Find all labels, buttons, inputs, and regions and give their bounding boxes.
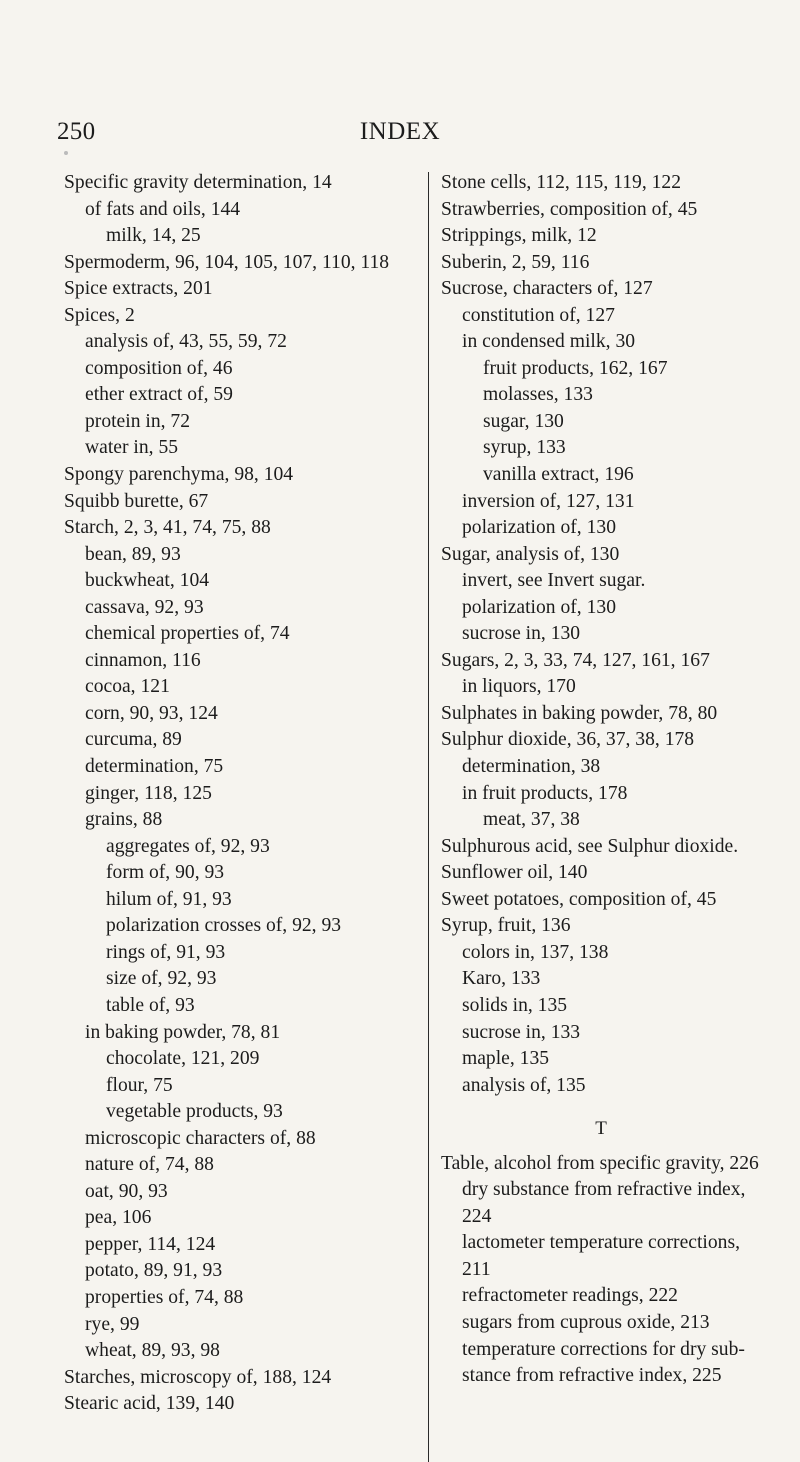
index-entry: Sulphurous acid, see Sulphur dioxide.: [441, 835, 739, 857]
index-subentry: refractometer readings, 222: [462, 1285, 678, 1307]
index-subentry: in fruit products, 178: [462, 782, 628, 804]
index-subentry: determination, 38: [462, 756, 601, 778]
index-entry: Table, alcohol from specific gravity, 226: [441, 1152, 759, 1174]
section-letter-t: T: [595, 1118, 607, 1140]
index-subentry: rye, 99: [85, 1313, 140, 1335]
index-subentry: 224: [462, 1205, 492, 1227]
index-subentry: syrup, 133: [483, 437, 566, 459]
index-subentry: polarization of, 130: [462, 517, 616, 539]
index-subentry: aggregates of, 92, 93: [106, 835, 270, 857]
index-subentry: molasses, 133: [483, 384, 593, 406]
index-subentry: 211: [462, 1258, 491, 1280]
index-subentry: cocoa, 121: [85, 676, 170, 698]
index-subentry: Karo, 133: [462, 968, 541, 990]
index-subentry: rings of, 91, 93: [106, 941, 226, 963]
index-entry: Spice extracts, 201: [64, 278, 213, 300]
index-entry: Stearic acid, 139, 140: [64, 1393, 235, 1415]
index-subentry: chemical properties of, 74: [85, 623, 290, 645]
index-subentry: maple, 135: [462, 1048, 550, 1070]
index-subentry: analysis of, 135: [462, 1074, 586, 1096]
index-subentry: fruit products, 162, 167: [483, 357, 668, 379]
index-subentry: water in, 55: [85, 437, 179, 459]
index-subentry: sucrose in, 130: [462, 623, 581, 645]
index-entry: Spongy parenchyma, 98, 104: [64, 464, 294, 486]
index-subentry: lactometer temperature corrections,: [462, 1232, 740, 1254]
index-subentry: milk, 14, 25: [106, 225, 201, 247]
index-subentry: corn, 90, 93, 124: [85, 702, 218, 724]
index-subentry: buckwheat, 104: [85, 570, 210, 592]
index-subentry: colors in, 137, 138: [462, 941, 609, 963]
index-entry: Starches, microscopy of, 188, 124: [64, 1366, 332, 1388]
index-subentry: microscopic characters of, 88: [85, 1127, 316, 1149]
index-subentry: oat, 90, 93: [85, 1180, 168, 1202]
index-subentry: temperature corrections for dry sub-: [462, 1338, 745, 1360]
index-subentry: composition of, 46: [85, 357, 233, 379]
index-subentry: analysis of, 43, 55, 59, 72: [85, 331, 287, 353]
index-entry: Stone cells, 112, 115, 119, 122: [441, 172, 682, 193]
index-entry: Strawberries, composition of, 45: [441, 198, 698, 220]
index-section-s-continued: [441, 170, 761, 1099]
index-entry: Sugar, analysis of, 130: [441, 543, 620, 565]
index-subentry: polarization of, 130: [462, 596, 616, 618]
index-entry: Spices, 2: [64, 304, 135, 326]
page-header: [0, 118, 800, 158]
index-entry: Syrup, fruit, 136: [441, 915, 571, 937]
index-entry: Suberin, 2, 59, 116: [441, 251, 590, 273]
index-entry: Starch, 2, 3, 41, 74, 75, 88: [64, 517, 271, 539]
running-head: INDEX: [359, 118, 441, 145]
index-subentry: vanilla extract, 196: [483, 464, 634, 486]
index-subentry: potato, 89, 91, 93: [85, 1260, 223, 1282]
index-subentry: properties of, 74, 88: [85, 1286, 244, 1308]
index-entry: Sulphur dioxide, 36, 37, 38, 178: [441, 729, 695, 751]
index-entry: Sucrose, characters of, 127: [441, 278, 653, 300]
index-subentry: grains, 88: [85, 809, 163, 831]
index-subentry: of fats and oils, 144: [85, 198, 241, 220]
index-subentry: cassava, 92, 93: [85, 596, 204, 618]
index-subentry: meat, 37, 38: [483, 809, 580, 831]
index-entry: Squibb burette, 67: [64, 490, 209, 512]
index-subentry: inversion of, 127, 131: [462, 490, 635, 512]
index-subentry: protein in, 72: [85, 410, 191, 432]
index-column-left: [64, 170, 429, 1418]
index-column-right: [441, 170, 761, 1390]
index-subentry: form of, 90, 93: [106, 862, 225, 884]
index-subentry: vegetable products, 93: [106, 1101, 283, 1123]
index-subentry: size of, 92, 93: [106, 968, 217, 990]
index-subentry: solids in, 135: [462, 994, 568, 1016]
index-subentry: bean, 89, 93: [85, 543, 181, 565]
index-subentry: determination, 75: [85, 756, 224, 778]
index-section-t: [441, 1151, 761, 1390]
index-entry: Specific gravity determination, 14: [64, 172, 332, 193]
index-subentry: in liquors, 170: [462, 676, 576, 698]
index-subentry: hilum of, 91, 93: [106, 888, 232, 910]
index-subentry: constitution of, 127: [462, 304, 615, 326]
print-speck: [64, 151, 68, 155]
index-subentry: in baking powder, 78, 81: [85, 1021, 281, 1043]
index-subentry: ginger, 118, 125: [85, 782, 212, 804]
index-subentry: in condensed milk, 30: [462, 331, 636, 353]
index-subentry: sugar, 130: [483, 410, 564, 432]
index-subentry: flour, 75: [106, 1074, 173, 1096]
index-subentry: pea, 106: [85, 1207, 152, 1229]
index-entry: Sunflower oil, 140: [441, 862, 588, 884]
column-divider: [428, 172, 429, 1462]
index-subentry: polarization crosses of, 92, 93: [106, 915, 342, 937]
index-entry: Strippings, milk, 12: [441, 225, 597, 247]
page-number: 250: [57, 118, 96, 145]
index-subentry: dry substance from refractive index,: [462, 1179, 746, 1201]
index-entry: Spermoderm, 96, 104, 105, 107, 110, 118: [64, 251, 390, 273]
index-subentry: sucrose in, 133: [462, 1021, 581, 1043]
index-subentry: pepper, 114, 124: [85, 1233, 216, 1255]
index-subentry: table of, 93: [106, 994, 195, 1016]
index-entry: Sugars, 2, 3, 33, 74, 127, 161, 167: [441, 649, 710, 671]
index-subentry: invert, see Invert sugar.: [462, 570, 646, 592]
index-subentry: wheat, 89, 93, 98: [85, 1340, 220, 1362]
index-entry: Sweet potatoes, composition of, 45: [441, 888, 717, 910]
index-subentry: cinnamon, 116: [85, 649, 201, 671]
index-subentry: ether extract of, 59: [85, 384, 233, 406]
index-subentry: sugars from cuprous oxide, 213: [462, 1311, 710, 1333]
index-subentry: curcuma, 89: [85, 729, 182, 751]
index-subentry: nature of, 74, 88: [85, 1154, 214, 1176]
index-entry: Sulphates in baking powder, 78, 80: [441, 702, 718, 724]
index-subentry: stance from refractive index, 225: [462, 1365, 722, 1387]
index-subentry: chocolate, 121, 209: [106, 1048, 260, 1070]
